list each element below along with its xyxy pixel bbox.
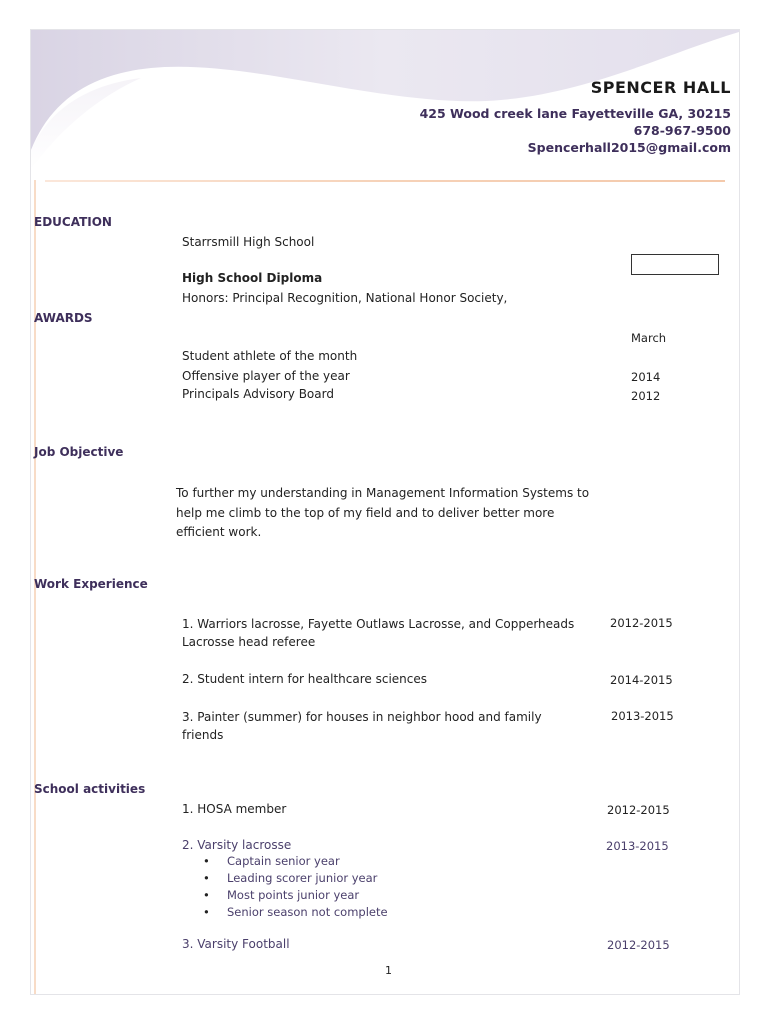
work-date: 2012-2015 <box>610 616 673 630</box>
phone-number: 678-967-9500 <box>633 123 731 138</box>
work-item: 3. Painter (summer) for houses in neighbor hood and family friends <box>182 710 542 742</box>
bullet-item: • Senior season not complete <box>203 904 388 921</box>
award-date: March <box>631 331 667 345</box>
lacrosse-bullet-list <box>203 853 388 921</box>
header-divider-rule <box>45 178 725 184</box>
award-date: 2012 <box>631 389 661 403</box>
email-address: Spencerhall2015@gmail.com <box>527 140 731 155</box>
activity-item: 3. Varsity Football <box>182 937 290 951</box>
activity-item: 2. Varsity lacrosse <box>182 838 292 852</box>
award-item: Offensive player of the year <box>182 369 350 383</box>
activity-date: 2012-2015 <box>607 938 670 952</box>
award-item: Student athlete of the month <box>182 349 358 363</box>
school-activities-heading: School activities <box>34 782 146 796</box>
bullet-item: • Most points junior year <box>203 887 388 904</box>
education-heading: EDUCATION <box>34 215 112 229</box>
diploma-title: High School Diploma <box>182 271 323 285</box>
bullet-item: • Leading scorer junior year <box>203 870 388 887</box>
empty-date-box <box>631 254 719 275</box>
objective-heading: Job Objective <box>34 445 124 459</box>
bullet-item: • Captain senior year <box>203 853 388 870</box>
work-item: 2. Student intern for healthcare sciences <box>182 672 428 686</box>
activity-date: 2013-2015 <box>606 839 669 853</box>
award-item: Principals Advisory Board <box>182 387 334 401</box>
work-date: 2013-2015 <box>611 709 674 723</box>
awards-heading: AWARDS <box>34 311 93 325</box>
honors-line: Honors: Principal Recognition, National Honor Society, <box>182 291 508 305</box>
activity-item: 1. HOSA member <box>182 802 287 816</box>
page-number: 1 <box>385 964 392 977</box>
work-item: 1. Warriors lacrosse, Fayette Outlaws Lacrosse, and Copperheads Lacrosse head referee <box>182 617 575 649</box>
work-experience-heading: Work Experience <box>34 577 148 591</box>
school-name: Starrsmill High School <box>182 235 315 249</box>
candidate-name: SPENCER HALL <box>590 78 731 97</box>
work-date: 2014-2015 <box>610 673 673 687</box>
contact-header <box>420 78 731 156</box>
address-line: 425 Wood creek lane Fayetteville GA, 30215 <box>419 106 731 121</box>
activity-date: 2012-2015 <box>607 803 670 817</box>
objective-text: To further my understanding in Management Information Systems to help me climb to the top of my field and to deliver better more efficient work. <box>176 486 590 539</box>
award-date: 2014 <box>631 370 661 384</box>
